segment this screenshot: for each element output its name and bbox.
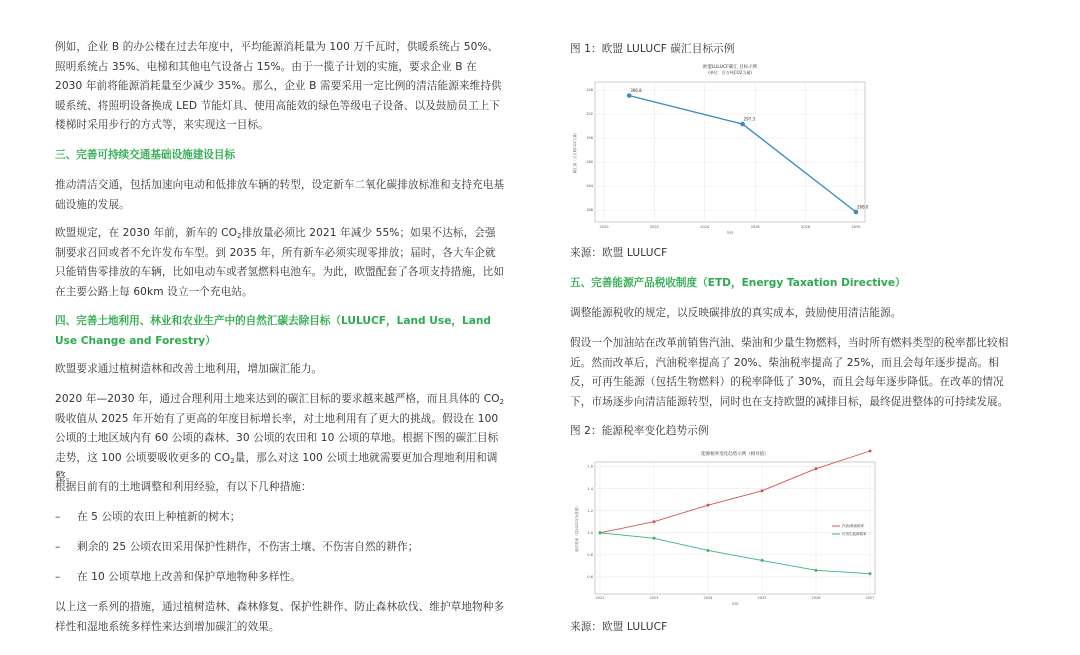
paragraph-energy-tax: 调整能源税收的规定，以反映碳排放的真实成本，鼓励使用清洁能源。 <box>570 307 902 319</box>
lulucf-line-chart <box>570 62 870 240</box>
x-tick-label: 2022 <box>595 596 605 600</box>
data-point <box>869 572 872 575</box>
x-tick-label: 2022 <box>649 225 659 229</box>
plot-area <box>595 82 865 222</box>
y-tick-label: 0.6 <box>587 575 593 580</box>
paragraph-carbon-sink: 欧盟要求通过植树造林和改善土地利用，增加碳汇能力。 <box>55 363 323 375</box>
dash-marker: – <box>55 541 61 553</box>
data-point <box>740 122 745 127</box>
tax-rate-line-chart <box>570 446 880 608</box>
data-label: 268.0 <box>857 204 869 210</box>
y-tick-label: 248 <box>586 88 593 93</box>
list-item <box>55 538 505 558</box>
data-label: 297.3 <box>743 116 756 122</box>
x-tick-label: 2024 <box>700 225 710 229</box>
list-item-text: 在 5 公顷的农田上种植新的树木； <box>77 511 241 523</box>
legend-label: 可再生能源税率 <box>842 532 867 537</box>
paragraph-land-use: 2020 年—2030 年，通过合理利用土地来达到的碳汇目标的要求越来越严格，而且具体的 $CO_2$吸收值从 2025 年开始有了更高的年度目标增长率，对土地利用有了更大的挑战。假设在 100 公顷的土地区域内有 60 公顷的森林、30 公顷的农田和 10 公顷的草地。根据下图的碳汇目标走势，这 100 公顷要吸收更多的 $CO_2$量，那么对这 100 公顷土地就需要更加合理地利用和调整。 <box>55 393 505 483</box>
data-point <box>854 210 859 215</box>
x-axis-label: 年份 <box>726 231 734 235</box>
x-tick-label: 2027 <box>865 596 875 600</box>
data-point <box>815 467 818 470</box>
paragraph-measures-intro: 根据目前有的土地调整和利用经验，有以下几种措施： <box>55 481 312 493</box>
x-tick-label: 2024 <box>703 596 713 600</box>
x-tick-label: 2020 <box>599 225 609 229</box>
y-tick-label: 1.2 <box>587 508 593 513</box>
data-point <box>761 559 764 562</box>
figure-1-caption: 图 1：欧盟 LULUCF 碳汇目标示例 <box>570 43 735 55</box>
x-tick-label: 2028 <box>801 225 811 229</box>
x-tick-label: 2026 <box>811 596 821 600</box>
data-label: 306.8 <box>630 88 642 94</box>
figure-1-source: 来源：欧盟 LULUCF <box>570 247 668 259</box>
data-point <box>653 537 656 540</box>
y-tick-label: 264 <box>586 184 593 189</box>
chart-title: 欧盟LULUCF碳汇 目标示例 <box>702 65 758 70</box>
list-item-text: 在 10 公顷草地上改善和保护草地物种多样性。 <box>77 571 301 583</box>
x-axis-label: 年份 <box>731 602 739 606</box>
list-item <box>55 508 505 528</box>
dash-marker: – <box>55 571 61 583</box>
legend-label: 汽油/柴油税率 <box>842 524 865 529</box>
y-tick-label: 1.6 <box>587 464 593 469</box>
y-tick-label: 252 <box>586 112 593 117</box>
figure-2-caption: 图 2：能源税率变化趋势示例 <box>570 425 709 437</box>
heading-energy-tax: 五、完善能源产品税收制度（ETD，Energy Taxation Directive） <box>570 277 906 289</box>
list-item <box>55 568 505 588</box>
y-axis-label: 相对税率（以2022年为基准） <box>575 504 579 552</box>
data-point <box>869 450 872 453</box>
y-tick-label: 260 <box>586 160 593 165</box>
data-point <box>707 549 710 552</box>
y-tick-label: 256 <box>586 136 593 141</box>
plot-area <box>595 462 875 594</box>
x-tick-label: 2025 <box>757 596 767 600</box>
paragraph-eu-car-rules: 欧盟规定，在 2030 年前，新车的 $CO_2$排放量必须比 2021 年减少 55%；如果不达标，会强制要求召回或者不允许发布车型。到 2035 年，所有新车必须实现零排放；届时，各大车企就只能销售零排放的车辆，比如电动车或者氢燃料电池车。为此，欧盟配套了各项支持措施，比如在主要公路上每 60km 设立一个充电站。 <box>55 227 505 298</box>
y-tick-label: 1.4 <box>587 486 593 491</box>
figure-1-chart <box>570 62 870 240</box>
list-item-text: 剩余的 25 公顷农田采用保护性耕作，不伤害土壤、不伤害自然的耕作； <box>77 541 419 553</box>
data-point <box>653 520 656 523</box>
data-point <box>761 489 764 492</box>
paragraph-gas-station-example: 假设一个加油站在改革前销售汽油、柴油和少量生物燃料，当时所有燃料类型的税率都比较相近。然而改革后，汽油税率提高了 20%、柴油税率提高了 25%，而且会每年逐步提高。相反，可再生能源（包括生物燃料）的税率降低了 30%，而且会每年逐步降低。在改革的情况下，市场逐步向清洁能源转型，同时也在支持欧盟的减排目标，最终促进整体的可持续发展。 <box>570 337 1009 408</box>
dash-marker: – <box>55 511 61 523</box>
paragraph-summary: 以上这一系列的措施，通过植树造林、森林修复、保护性耕作、防止森林砍伐、维护草地物种多样性和湿地系统多样性来达到增加碳汇的效果。 <box>55 601 505 633</box>
heading-transport: 三、完善可持续交通基础设施建设目标 <box>55 149 236 161</box>
data-point <box>627 93 632 98</box>
y-tick-label: 1.0 <box>587 530 593 535</box>
y-tick-label: 0.8 <box>587 553 593 558</box>
x-tick-label: 2030 <box>851 225 861 229</box>
figure-2-source: 来源：欧盟 LULUCF <box>570 621 668 633</box>
y-tick-label: 268 <box>586 208 593 213</box>
paragraph-clean-transport: 推动清洁交通，包括加速向电动和低排放车辆的转型，设定新车二氧化碳排放标准和支持充电基础设施的发展。 <box>55 179 505 211</box>
x-tick-label: 2023 <box>649 596 659 600</box>
chart-title: 能源税率变化趋势示例（相对值） <box>701 452 769 457</box>
x-tick-label: 2026 <box>750 225 760 229</box>
data-point <box>815 569 818 572</box>
data-point <box>599 531 602 534</box>
y-axis-label: 碳汇量（百万吨CO2当量） <box>573 130 577 174</box>
data-point <box>707 504 710 507</box>
chart-subtitle: (单位：百万吨CO2当量) <box>708 70 752 75</box>
heading-lulucf: 四、完善土地利用、林业和农业生产中的自然汇碳去除目标（LULUCF，Land Use，Land Use Change and Forestry） <box>55 315 492 347</box>
paragraph-energy-example: 例如，企业 B 的办公楼在过去年度中，平均能源消耗量为 100 万千瓦时，供暖系统占 50%、照明系统占 35%、电梯和其他电气设备占 15%。由于一揽子计划的实施，要求企业 B 在 2030 年前将能源消耗量至少减少 35%。那么，企业 B 需要采用一定比例的清洁能源来维持供暖系统、将照明设备换成 LED 节能灯具、使用高能效的绿色等级电子设备、以及鼓励员工上下楼梯时采用步行的方式等，来实现这一目标。 <box>55 41 502 131</box>
figure-2-chart <box>570 446 880 608</box>
